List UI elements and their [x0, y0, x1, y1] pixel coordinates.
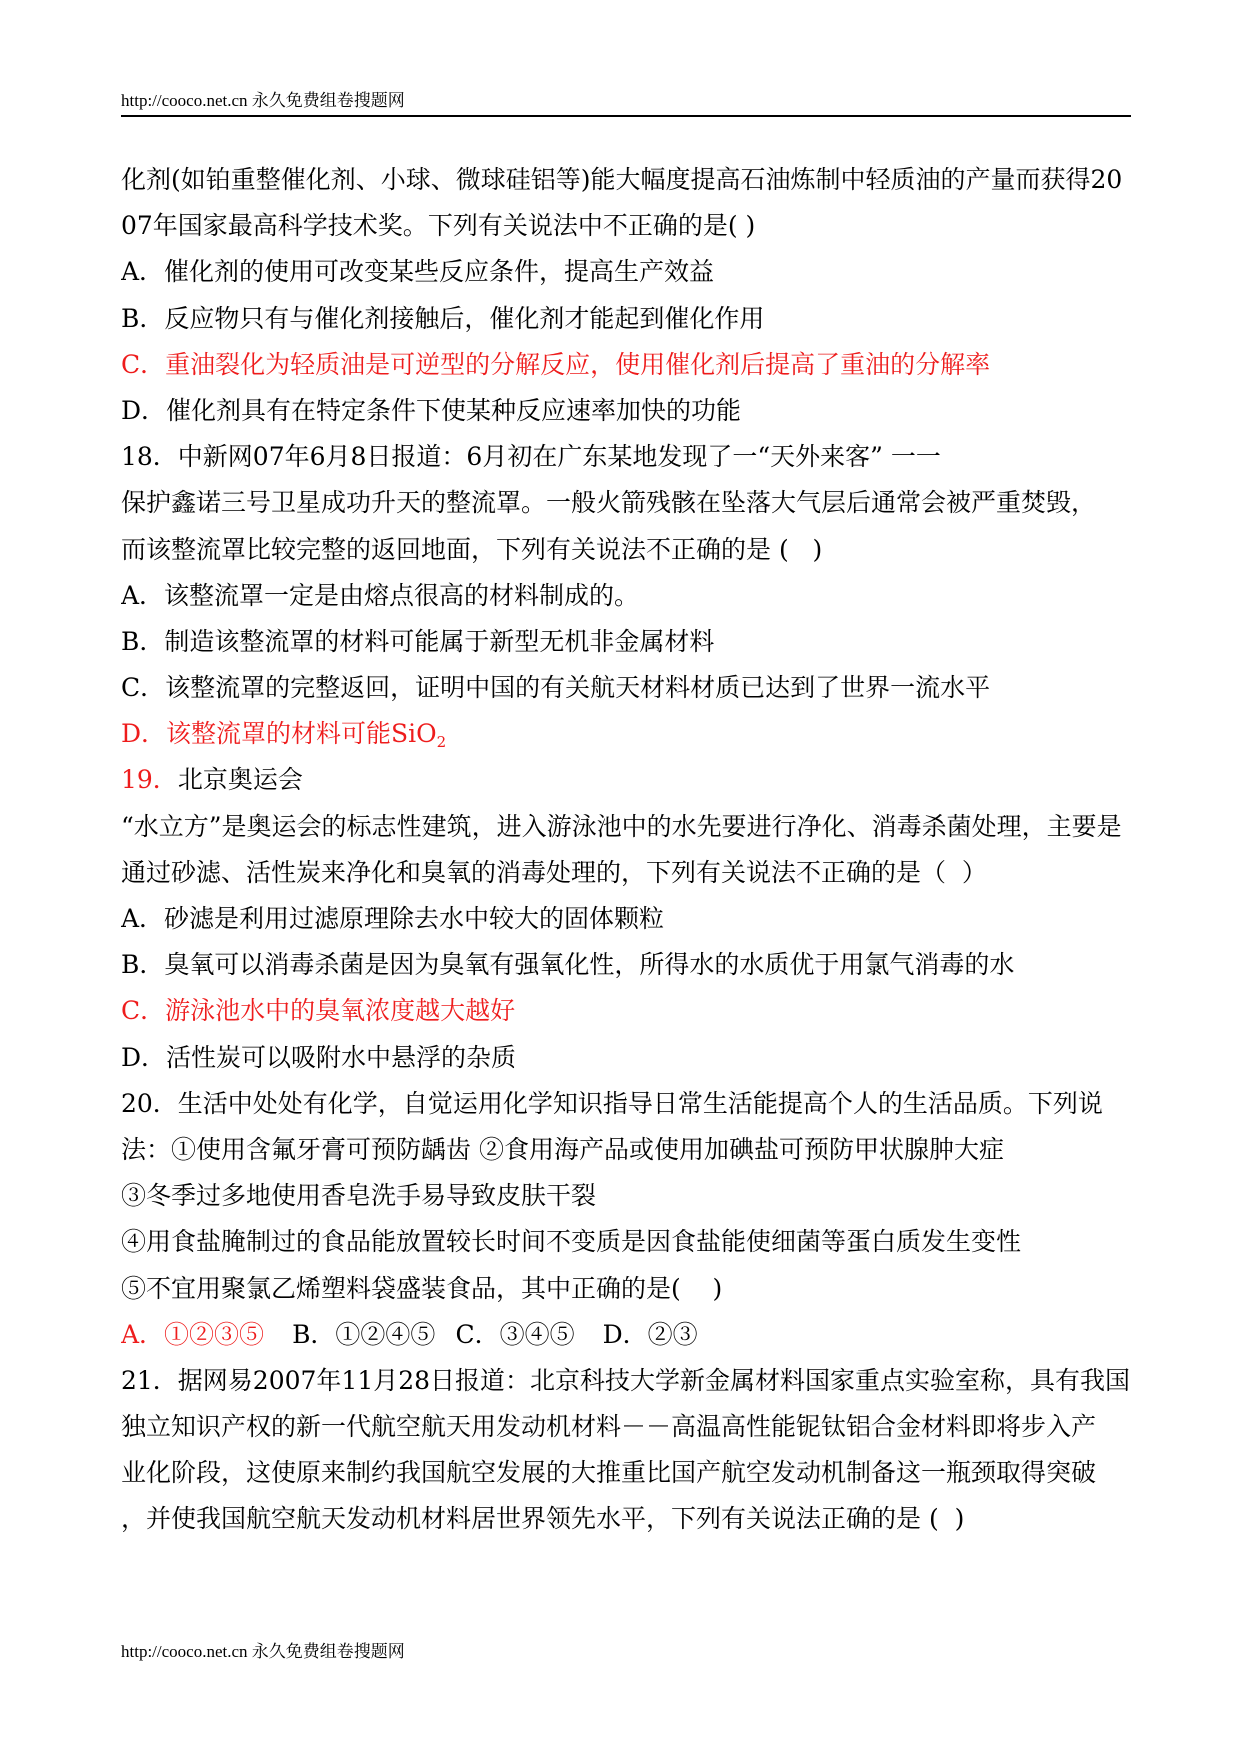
page-header: http://cooco.net.cn 永久免费组卷搜题网 — [121, 91, 405, 110]
q21-stem-line-3: 业化阶段，这使原来制约我国航空发展的大推重比国产航空发动机制备这一瓶颈取得突破 — [121, 1458, 1097, 1488]
q18-option-d-text: D．该整流罩的材料可能SiO — [121, 719, 437, 749]
q21-stem-line-2: 独立知识产权的新一代航空航天用发动机材料－－高温高性能铌钛铝合金材料即将步入产 — [121, 1412, 1097, 1442]
q18-stem-line-1: 18．中新网07年6月8日报道：6月初在广东某地发现了一“天外来客” 一一 — [121, 442, 941, 472]
q19-option-a: A．砂滤是利用过滤原理除去水中较大的固体颗粒 — [121, 904, 665, 933]
q20-stem-line-4: ④用食盐腌制过的食品能放置较长时间不变质是因食盐能使细菌等蛋白质发生变性 — [121, 1227, 1022, 1257]
q20-option-d: D．②③ — [602, 1319, 698, 1349]
q17-option-c: C．重油裂化为轻质油是可逆型的分解反应，使用催化剂后提高了重油的分解率 — [121, 349, 991, 379]
q21-stem-line-1: 21．据网易2007年11月28日报道：北京科技大学新金属材料国家重点实验室称，具有我国 — [121, 1365, 1131, 1395]
q19-title-line — [121, 757, 1131, 803]
q19-number: 19． — [121, 765, 178, 795]
header-rule — [121, 115, 1131, 117]
question-content — [121, 157, 1131, 1543]
q20-stem-line-5: ⑤不宜用聚氯乙烯塑料袋盛装食品，其中正确的是( ) — [121, 1273, 723, 1303]
q19-option-d: D．活性炭可以吸附水中悬浮的杂质 — [121, 1042, 517, 1072]
q19-stem-line-2: 通过砂滤、活性炭来净化和臭氧的消毒处理的，下列有关说法不正确的是（ ） — [121, 857, 987, 887]
q17-stem-line-1: 化剂(如铂重整催化剂、小球、微球硅铝等)能大幅度提高石油炼制中轻质油的产量而获得20 — [121, 165, 1123, 194]
q18-stem-line-2: 保护鑫诺三号卫星成功升天的整流罩。一般火箭残骸在坠落大气层后通常会被严重焚毁， — [121, 488, 1097, 518]
q19-title: 北京奥运会 — [177, 765, 303, 795]
q18-option-c: C．该整流罩的完整返回，证明中国的有关航天材料材质已达到了世界一流水平 — [121, 673, 991, 703]
q19-option-b: B．臭氧可以消毒杀菌是因为臭氧有强氧化性，所得水的水质优于用氯气消毒的水 — [121, 950, 1015, 980]
formula-subscript: 2 — [436, 733, 447, 752]
q19-option-c: C．游泳池水中的臭氧浓度越大越好 — [121, 996, 516, 1026]
q17-option-d: D．催化剂具有在特定条件下使某种反应速率加快的功能 — [121, 395, 742, 425]
q21-stem-line-4: ，并使我国航空航天发动机材料居世界领先水平，下列有关说法正确的是 ( ) — [121, 1504, 965, 1534]
q20-options-line — [121, 1312, 1131, 1358]
q17-stem-line-2: 07年国家最高科学技术奖。下列有关说法中不正确的是( ) — [121, 211, 756, 241]
q19-stem-line-1: “水立方”是奥运会的标志性建筑，进入游泳池中的水先要进行净化、消毒杀菌处理，主要是 — [121, 811, 1122, 841]
q18-option-b: B．制造该整流罩的材料可能属于新型无机非金属材料 — [121, 626, 715, 656]
page-footer: http://cooco.net.cn 永久免费组卷搜题网 — [121, 1642, 405, 1661]
q20-option-b: B．①②④⑤ — [292, 1319, 436, 1349]
q17-option-b: B．反应物只有与催化剂接触后，催化剂才能起到催化作用 — [121, 303, 765, 333]
q18-stem-line-3: 而该整流罩比较完整的返回地面，下列有关说法不正确的是 ( ) — [121, 534, 823, 564]
q18-option-d — [121, 711, 1131, 757]
q20-stem-line-3: ③冬季过多地使用香皂洗手易导致皮肤干裂 — [121, 1181, 597, 1211]
q17-option-a: A．催化剂的使用可改变某些反应条件，提高生产效益 — [121, 257, 715, 287]
q20-option-a: A．①②③⑤ — [121, 1319, 265, 1349]
q20-stem-line-1: 20．生活中处处有化学，自觉运用化学知识指导日常生活能提高个人的生活品质。下列说 — [121, 1088, 1103, 1118]
q18-option-a: A．该整流罩一定是由熔点很高的材料制成的。 — [121, 580, 640, 610]
q20-option-c: C．③④⑤ — [455, 1319, 575, 1349]
q20-stem-line-2: 法：①使用含氟牙膏可预防龋齿 ②食用海产品或使用加碘盐可预防甲状腺肿大症 — [121, 1134, 1004, 1164]
